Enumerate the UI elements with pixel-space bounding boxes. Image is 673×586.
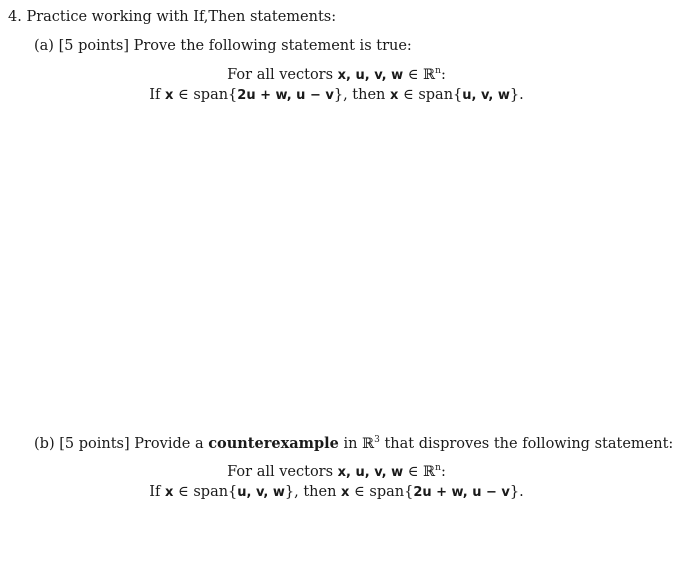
part-b-instruction-post: that disproves the following statement: <box>379 436 673 452</box>
part-b-statement-set1: u, v, w <box>237 485 285 500</box>
part-b-quantifier-vectors: x, u, v, w <box>337 465 404 480</box>
part-b-statement-set2: 2u + w, u − v <box>413 485 510 500</box>
part-a-points: [5 points] <box>58 38 129 54</box>
part-b-quantifier <box>0 463 673 482</box>
part-a-quantifier-space: ℝ <box>423 67 436 83</box>
part-a-statement-x1: x <box>165 88 174 103</box>
part-b-quantifier-prefix: For all vectors <box>227 464 338 480</box>
part-b-points: [5 points] <box>59 436 130 452</box>
part-a-statement-set1: 2u + w, u − v <box>237 88 334 103</box>
part-b-quantifier-exponent: n <box>435 463 441 473</box>
part-a-statement-in1: ∈ span{ <box>173 87 238 103</box>
part-a-quantifier-exponent: n <box>435 66 441 76</box>
problem-number: 4. <box>8 9 22 25</box>
part-b-instruction-mid: in <box>338 436 363 452</box>
part-a-quantifier-prefix: For all vectors <box>227 67 338 83</box>
part-b-quantifier-member: ∈ <box>403 464 424 480</box>
part-b-statement-if: If <box>149 484 165 500</box>
part-a-instruction: Prove the following statement is true: <box>133 38 412 54</box>
part-a-quantifier <box>0 66 673 85</box>
part-a-heading <box>34 37 412 55</box>
part-a-label: (a) <box>34 38 54 54</box>
part-b-instruction-bold: counterexample <box>208 435 339 452</box>
part-b-heading <box>34 435 673 453</box>
part-a-statement <box>0 86 673 105</box>
problem-title: Practice working with If,Then statements: <box>26 9 337 25</box>
part-b-quantifier-space: ℝ <box>423 464 436 480</box>
part-b-statement <box>0 483 673 502</box>
part-b-space: ℝ <box>362 436 375 452</box>
part-b-label: (b) <box>34 436 55 452</box>
part-a-statement-in2: ∈ span{ <box>398 87 463 103</box>
part-a-quantifier-suffix: : <box>440 67 446 83</box>
part-b-quantifier-suffix: : <box>440 464 446 480</box>
part-a-statement-close1: }, then <box>333 87 390 103</box>
part-b-statement-in1: ∈ span{ <box>173 484 238 500</box>
part-a-quantifier-member: ∈ <box>403 67 424 83</box>
part-b-statement-in2: ∈ span{ <box>349 484 414 500</box>
part-b-exponent: 3 <box>374 435 380 445</box>
part-b-instruction-pre: Provide a <box>134 436 209 452</box>
problem-heading <box>8 8 336 26</box>
part-b-statement-x1: x <box>165 485 174 500</box>
part-b-statement-close1: }, then <box>284 484 342 500</box>
part-a-statement-close2: }. <box>509 87 524 103</box>
part-b-statement-close2: }. <box>509 484 524 500</box>
part-a-statement-set2: u, v, w <box>462 88 510 103</box>
part-a-statement-if: If <box>149 87 165 103</box>
part-b-statement-x2: x <box>341 485 350 500</box>
part-a-statement-x2: x <box>389 88 399 103</box>
part-a-quantifier-vectors: x, u, v, w <box>337 68 404 83</box>
